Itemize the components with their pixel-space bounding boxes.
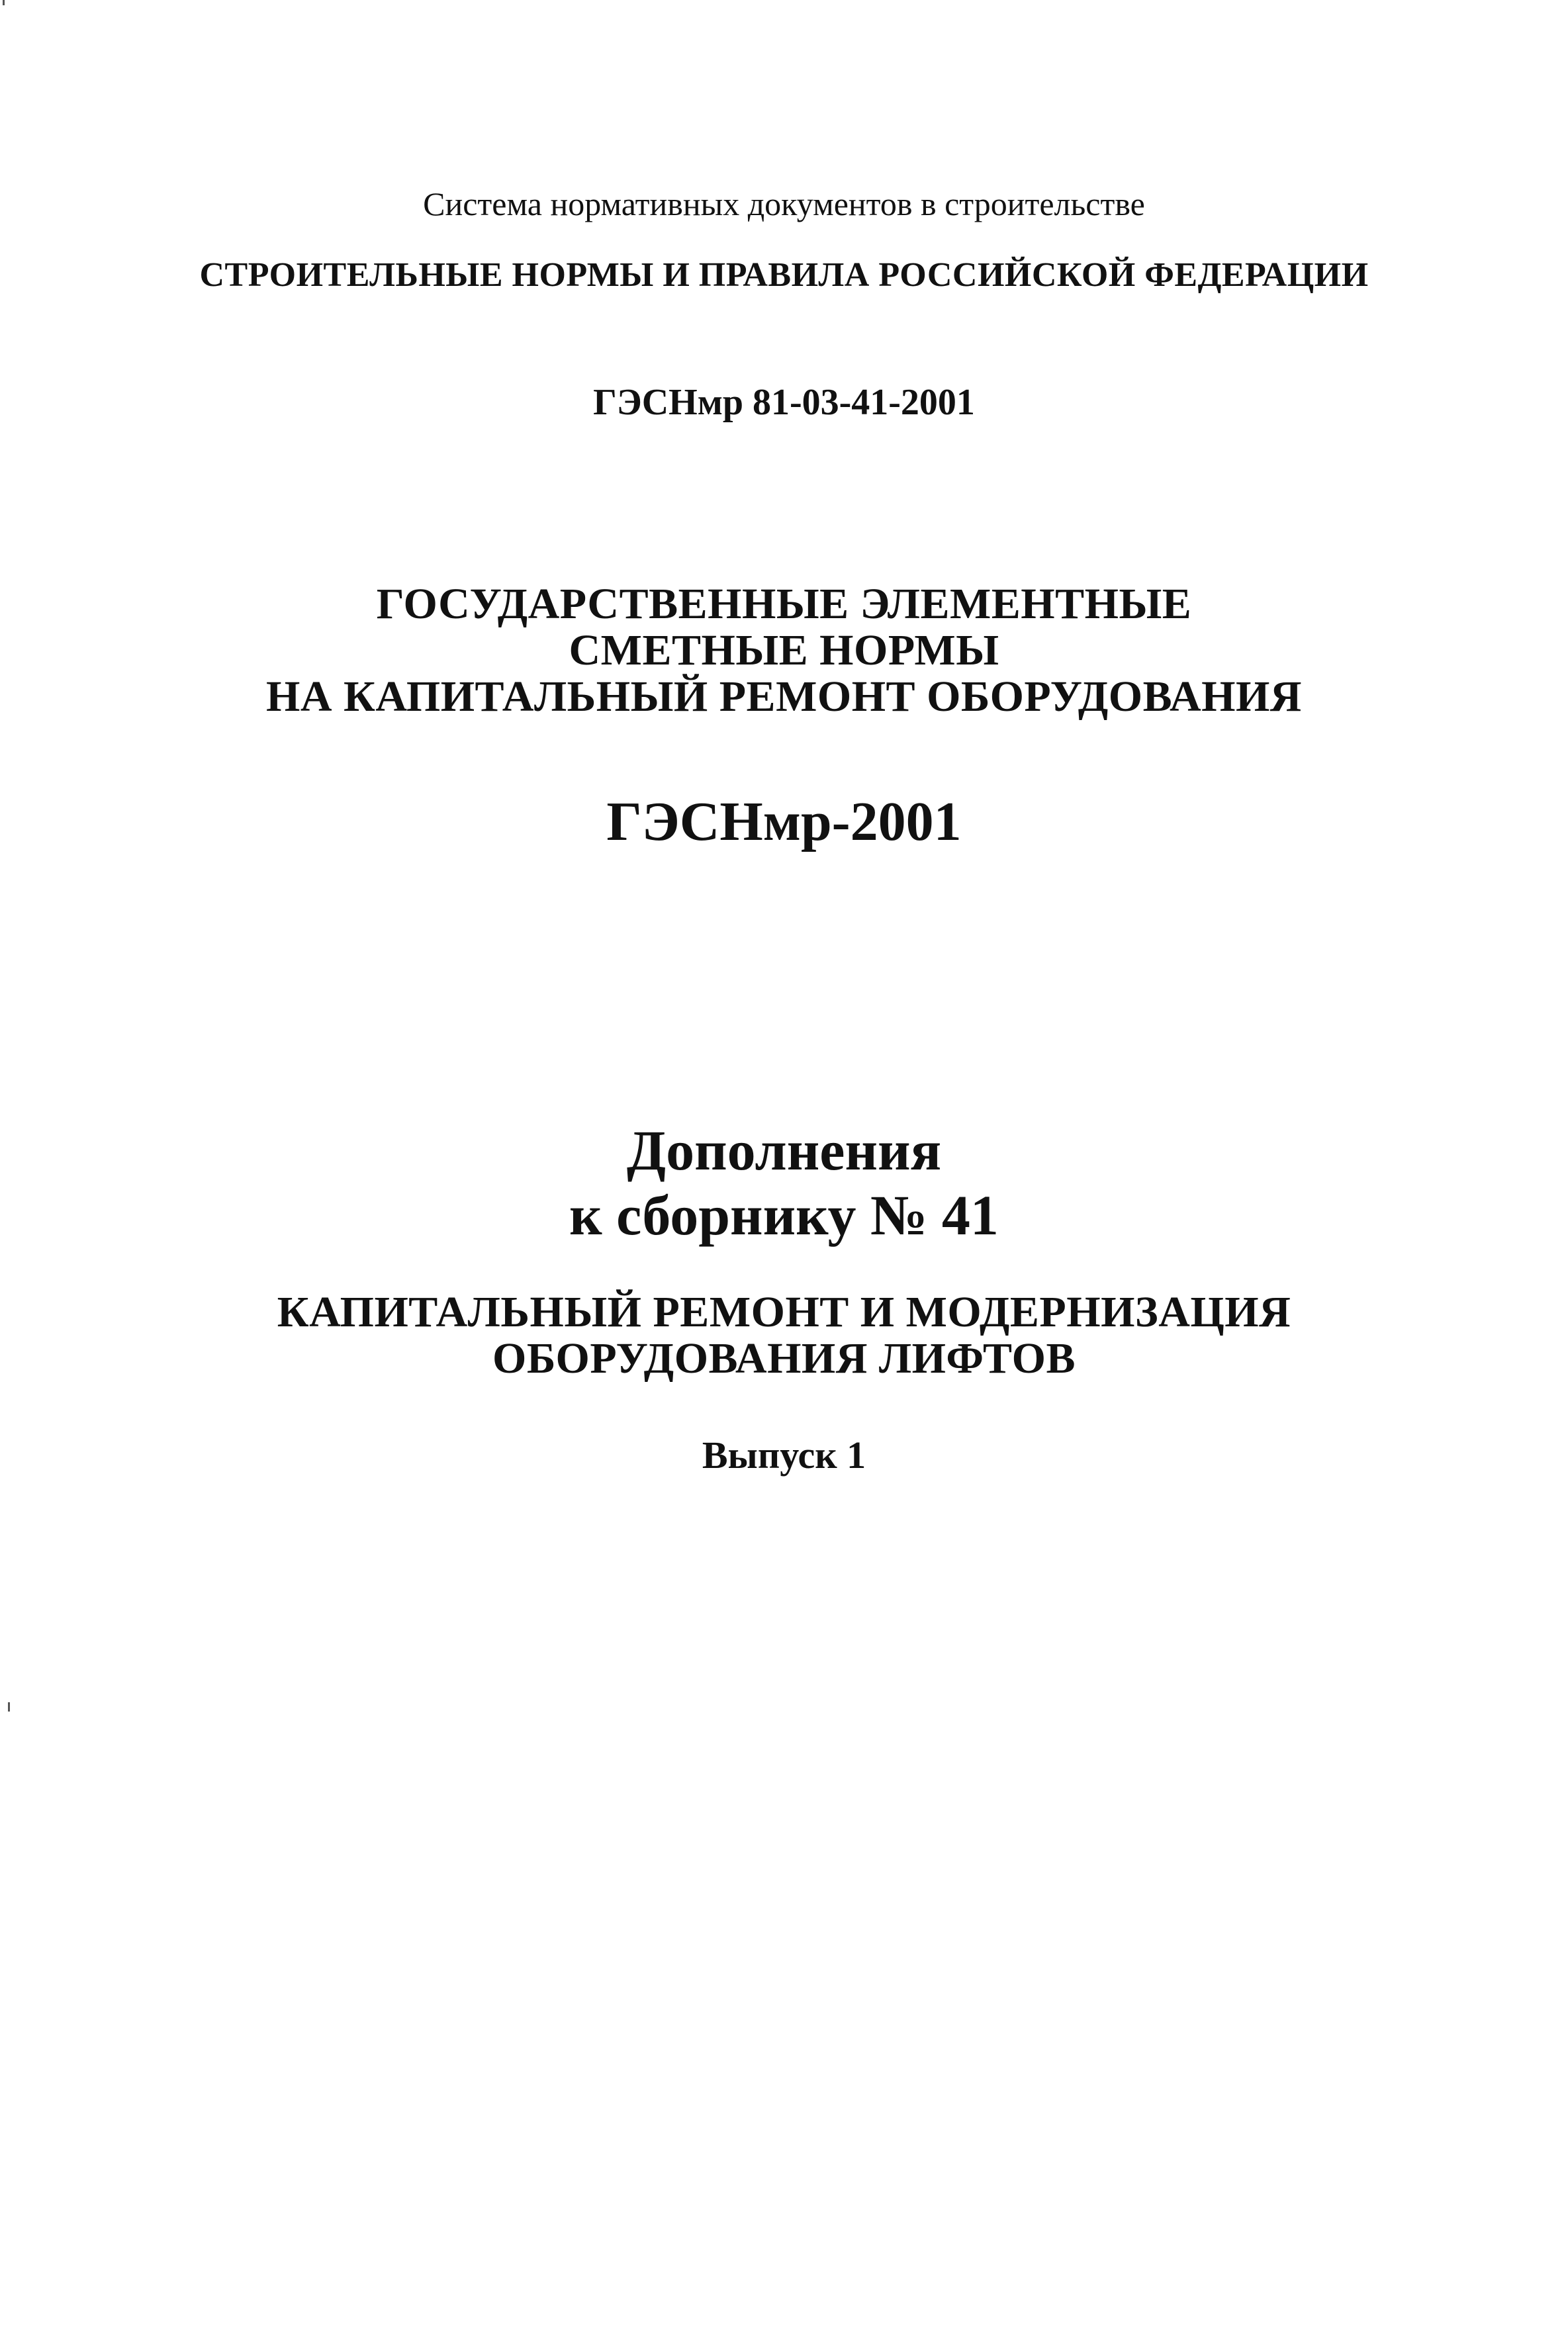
short-code: ГЭСНмр-2001 (606, 791, 962, 852)
section-line-2: ОБОРУДОВАНИЯ ЛИФТОВ (492, 1334, 1076, 1383)
issue-number: Выпуск 1 (702, 1434, 866, 1477)
system-line: Система нормативных документов в строительстве (423, 185, 1145, 222)
scan-mark (3, 0, 5, 5)
title-line-3: НА КАПИТАЛЬНЫЙ РЕМОНТ ОБОРУДОВАНИЯ (266, 672, 1302, 721)
collection-reference: к сборнику № 41 (569, 1183, 999, 1247)
title-line-2: СМЕТНЫЕ НОРМЫ (569, 626, 999, 674)
title-line-1: ГОСУДАРСТВЕННЫЕ ЭЛЕМЕНТНЫЕ (376, 580, 1192, 628)
addition-title: Дополнения (626, 1119, 942, 1182)
document-code: ГЭСНмр 81-03-41-2001 (593, 382, 975, 423)
snip-line: СТРОИТЕЛЬНЫЕ НОРМЫ И ПРАВИЛА РОССИЙСКОЙ ФЕДЕРАЦИИ (199, 256, 1369, 294)
scan-mark (8, 1702, 10, 1712)
section-line-1: КАПИТАЛЬНЫЙ РЕМОНТ И МОДЕРНИЗАЦИЯ (277, 1288, 1291, 1336)
